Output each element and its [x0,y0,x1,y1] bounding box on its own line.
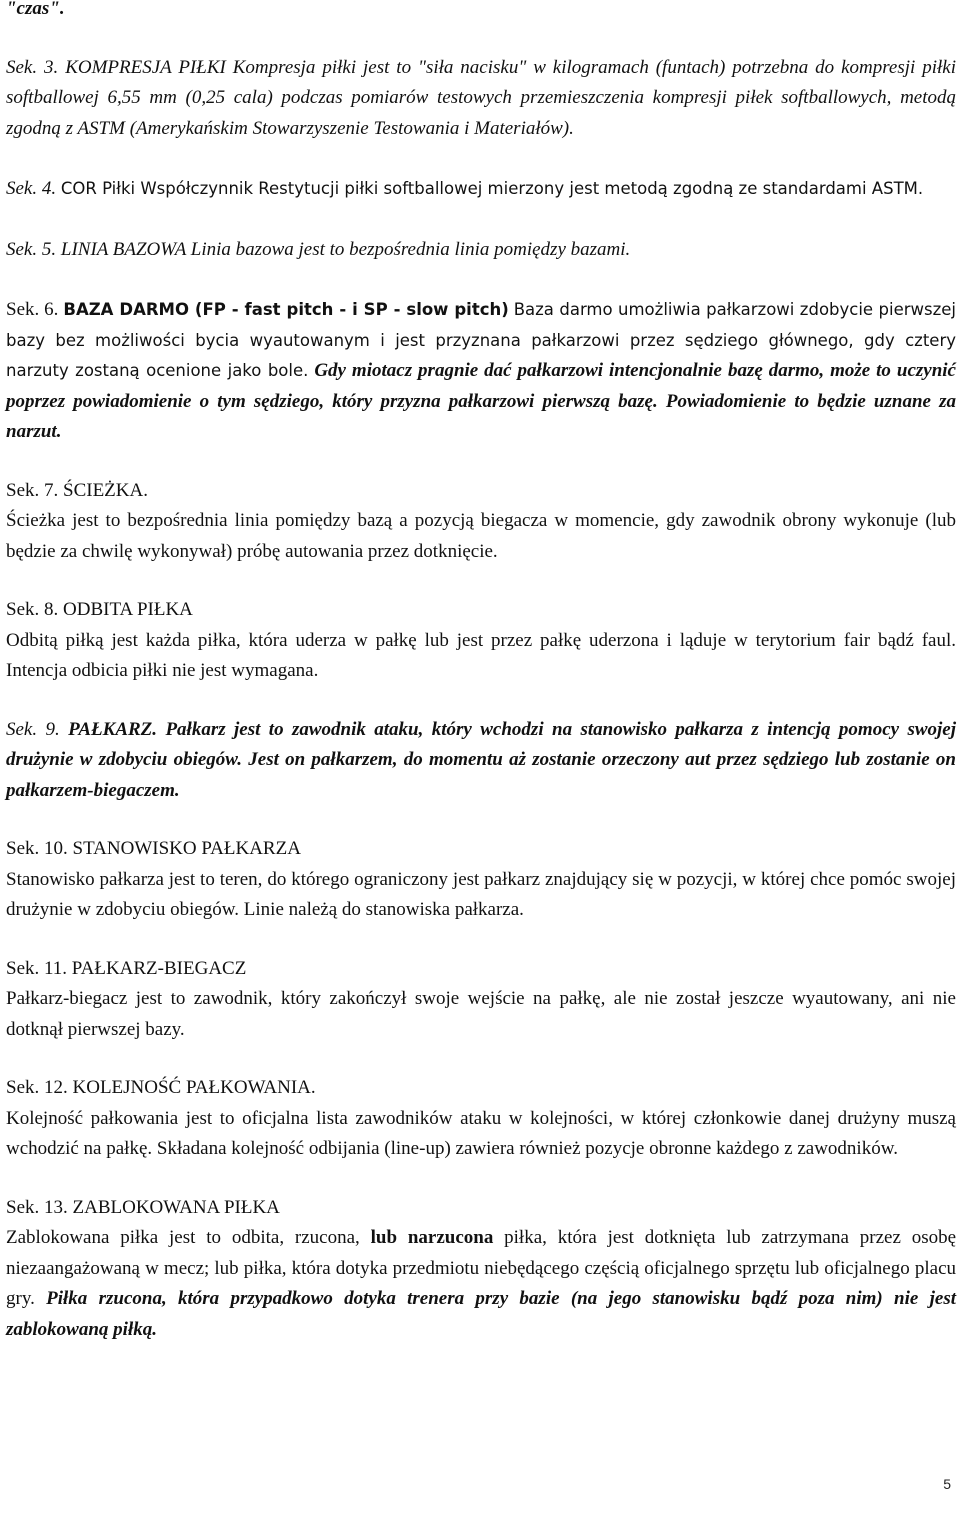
section-13-text-a: Zablokowana piłka jest to odbita, rzucona, [6,1227,360,1248]
section-12-title: KOLEJNOŚĆ PAŁKOWANIA. [72,1077,316,1098]
section-6 [6,295,956,448]
section-8-text: Odbitą piłką jest każda piłka, która uderza w pałkę lub jest przez pałkę uderzona i ląduje w terytorium fair bądź faul. Intencja odbicia piłki nie jest wymagana. [6,629,956,681]
section-5-title: LINIA BAZOWA [60,238,187,260]
section-8-label: Sek. 8. [6,599,59,620]
section-7-label: Sek. 7. [6,479,59,501]
section-11-title: PAŁKARZ-BIEGACZ [71,957,247,979]
section-5-label: Sek. 5. [6,238,57,260]
top-fragment: "czas". [6,0,65,19]
section-12 [6,1073,956,1165]
section-9-label: Sek. 9. [6,718,60,740]
section-13-text-b: piłka, która jest dotknięta lub zatrzymana przez osobę niezaangażowaną w mecz; lub piłka, która dotyka przedmiotu niebędącego częścią oficjalnego sprzętu lub oficjalnego placu gry. [6,1227,957,1309]
section-3-label: Sek. 3. [6,56,59,78]
section-9-title: PAŁKARZ. [68,718,158,740]
section-11-label: Sek. 11. [6,957,68,979]
section-7-text: Ścieżka jest to bezpośrednia linia pomiędzy bazą a pozycją biegacza w momencie, gdy zawodnik obrony wykonuje (lub będzie za chwilę wykonywał) próbę autowania przez dotknięcie. [6,510,956,562]
section-12-label: Sek. 12. [6,1077,68,1098]
section-8 [6,595,956,687]
section-9 [6,715,956,807]
section-8-title: ODBITA PIŁKA [63,599,193,620]
section-7-title: ŚCIEŻKA. [63,479,148,501]
section-6-text: Baza darmo umożliwia pałkarzowi zdobycie pierwszej bazy bez możliwości bycia wyautowanym i jest przyznana pałkarzowi przez sędziego głównego, gdy cztery narzuty zostaną ocenione jako bole. [6,300,956,380]
section-6-title: BAZA DARMO (FP - fast pitch - i SP - slow pitch) [63,300,509,319]
section-7 [6,476,956,568]
section-10-text: Stanowisko pałkarza jest to teren, do którego ograniczony jest pałkarz znajdujący się w pozycji, w której chce pomóc swojej drużynie w zdobyciu obiegów. Linie należą do stanowiska pałkarza. [6,868,956,920]
section-6-emphasis: Gdy miotacz pragnie dać pałkarzowi intencjonalnie bazę darmo, może to uczynić poprzez powiadomienie o tym sędziego, który przyzna pałkarzowi pierwszą bazę. Powiadomienie to będzie uznane za narzut. [6,360,956,442]
section-4-label: Sek. 4. [6,178,57,199]
section-13 [6,1193,956,1346]
section-10-title: STANOWISKO PAŁKARZA [72,838,301,859]
document-page [6,0,956,1375]
section-5 [6,235,956,266]
section-5-text: Linia bazowa jest to bezpośrednia linia pomiędzy bazami. [190,238,631,260]
section-4-text: COR Piłki Współczynnik Restytucji piłki softballowej mierzony jest metodą zgodną ze standardami ASTM. [60,179,924,198]
section-11 [6,954,956,1046]
section-9-text: Pałkarz jest to zawodnik ataku, który wchodzi na stanowisko pałkarza z intencją pomocy swojej drużynie w zdobyciu obiegów. Jest on pałkarzem, do momentu aż zostanie orzeczony aut przez sędziego lub zostanie on pałkarzem-biegaczem. [6,718,957,801]
section-13-label: Sek. 13. [6,1196,68,1218]
section-3-text: Kompresja piłki jest to "siła nacisku" w kilogramach (funtach) potrzebna do kompresji piłki softballowej 6,55 mm (0,25 cala) podczas pomiarów testowych przemieszczenia kompresji piłek softballowych, metodą zgodną z ASTM (Amerykańskim Stowarzyszenie Testowania i Materiałów). [6,56,956,139]
section-3-title: KOMPRESJA PIŁKI [65,56,226,78]
section-6-label: Sek. 6. [6,299,59,320]
section-13-emphasis: Piłka rzucona, która przypadkowo dotyka trenera przy bazie (na jego stanowisku bądź poza nim) nie jest zablokowaną piłką. [6,1288,956,1340]
section-11-text: Pałkarz-biegacz jest to zawodnik, który zakończył swoje wejście na pałkę, ale nie został jeszcze wyautowany, ani nie dotknął pierwszej bazy. [6,988,956,1040]
section-13-text-bold: lub narzucona [370,1227,494,1248]
section-12-text: Kolejność pałkowania jest to oficjalna lista zawodników ataku w kolejności, w której członkowie danej drużyny muszą wchodzić na pałkę. Składana kolejność odbijania (line-up) zawiera również pozycje obronne każdego z zawodników. [6,1107,956,1159]
section-3 [6,53,956,145]
section-10-label: Sek. 10. [6,838,68,859]
page-number: 5 [943,1475,951,1492]
section-4 [6,174,956,205]
section-13-title: ZABLOKOWANA PIŁKA [72,1196,280,1218]
section-10 [6,834,956,926]
